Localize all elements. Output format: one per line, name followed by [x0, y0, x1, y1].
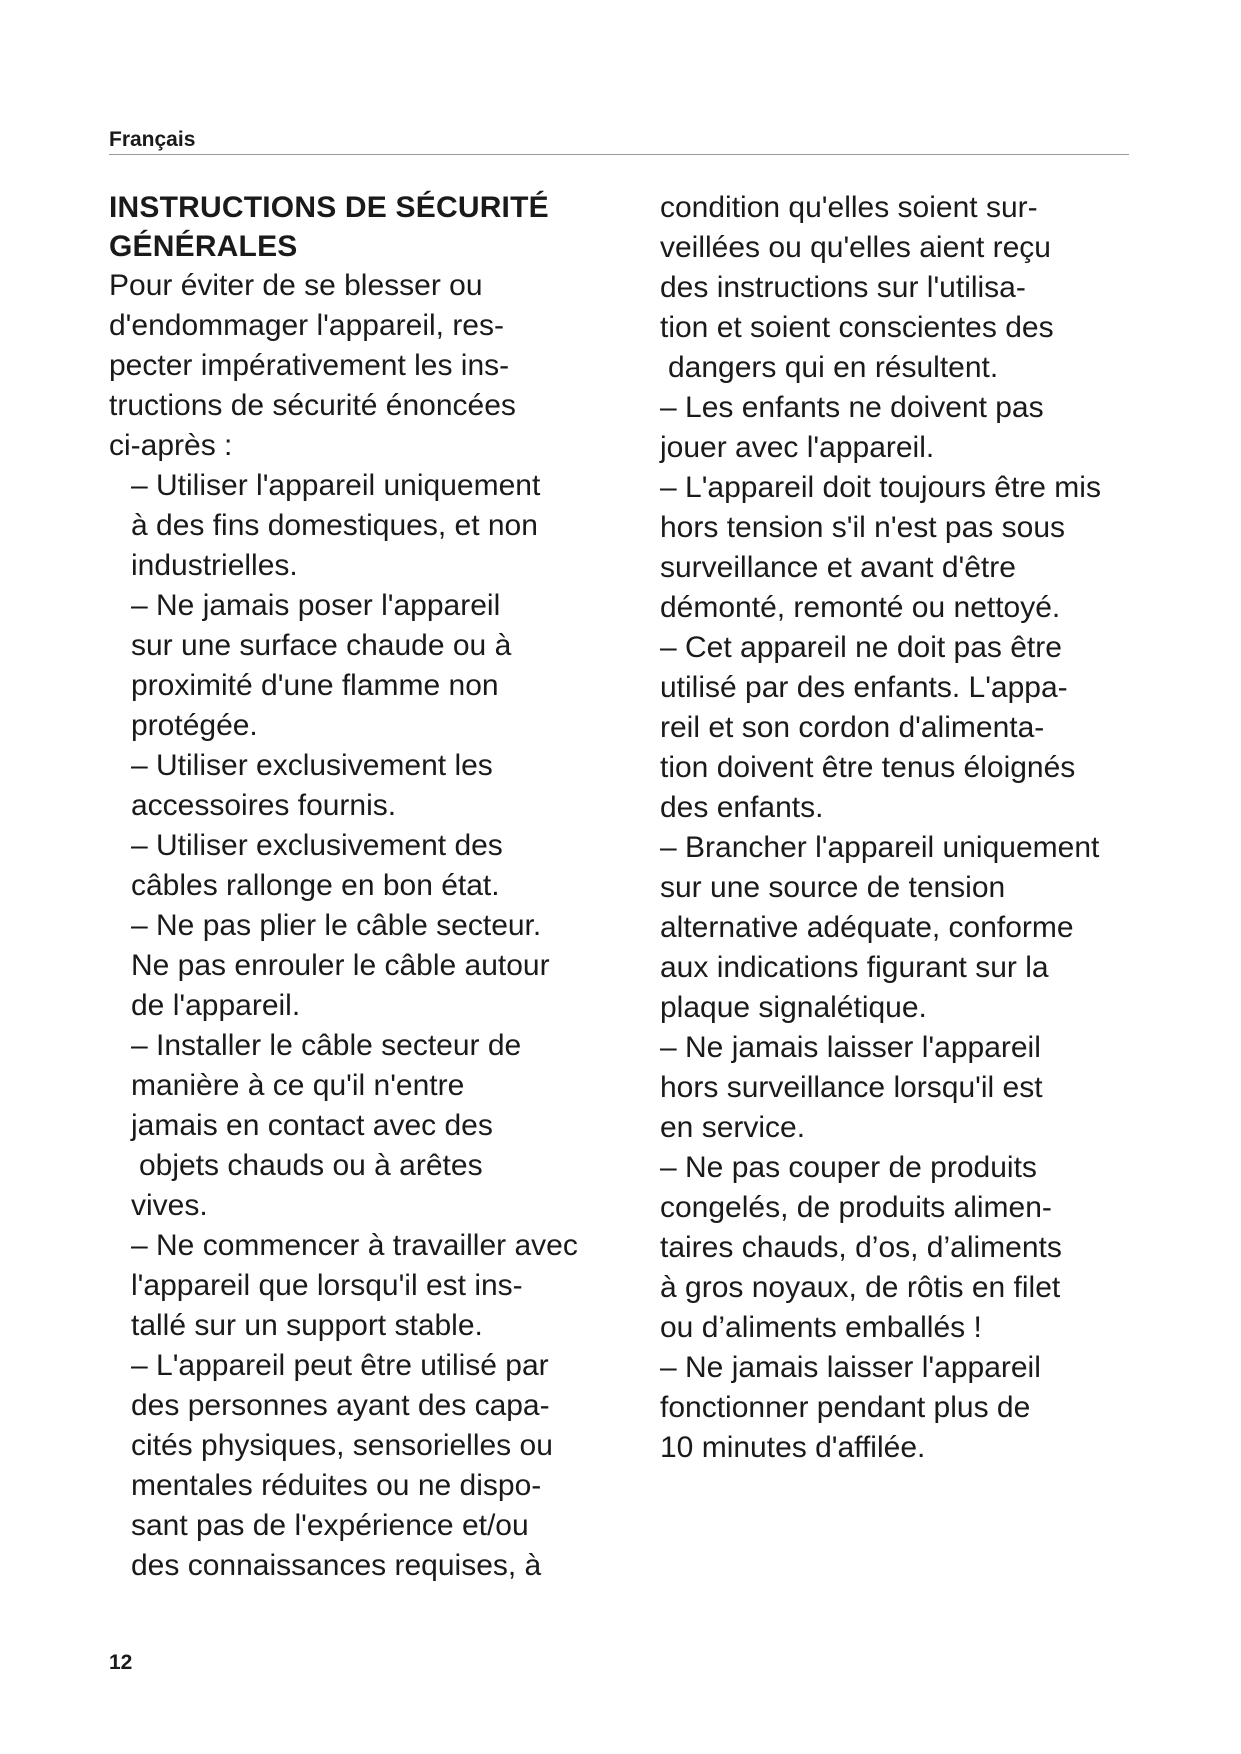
text-line: veillées ou qu'elles aient reçu	[660, 231, 1051, 264]
text-line: hors surveillance lorsqu'il est	[660, 1071, 1043, 1104]
text-line: tion doivent être tenus éloignés	[660, 751, 1076, 784]
text-line: congelés, de produits alimen-	[660, 1191, 1052, 1224]
text-line: l'appareil que lorsqu'il est ins-	[131, 1269, 523, 1302]
text-line: – L'appareil doit toujours être mis	[660, 471, 1101, 504]
text-line: accessoires fournis.	[131, 789, 397, 822]
text-line: sur une surface chaude ou à	[131, 629, 512, 662]
text-line: tructions de sécurité énoncées	[109, 389, 516, 422]
text-line: fonctionner pendant plus de	[660, 1391, 1031, 1424]
text-line: – Les enfants ne doivent pas	[660, 391, 1044, 424]
text-line: d'endommager l'appareil, res-	[109, 309, 504, 342]
text-line: câbles rallonge en bon état.	[131, 869, 500, 902]
safety-item	[660, 1348, 1175, 1468]
text-line: à gros noyaux, de rôtis en filet	[660, 1271, 1061, 1304]
safety-item	[131, 906, 649, 1026]
left-column	[109, 188, 649, 1586]
text-line: des connaissances requises, à	[131, 1549, 542, 1582]
text-line: utilisé par des enfants. L'appa-	[660, 671, 1068, 704]
safety-item	[131, 586, 649, 746]
language-label: Français	[109, 128, 196, 151]
text-line: – Ne jamais laisser l'appareil	[660, 1031, 1041, 1064]
text-line: surveillance et avant d'être	[660, 551, 1016, 584]
safety-item	[660, 628, 1175, 828]
section-title	[109, 188, 649, 266]
text-line: dangers qui en résultent.	[668, 351, 999, 384]
safety-item	[131, 746, 649, 826]
text-line: jamais en contact avec des	[131, 1109, 493, 1142]
text-line: jouer avec l'appareil.	[660, 431, 935, 464]
intro-paragraph	[109, 266, 649, 466]
safety-list-left	[109, 466, 649, 1586]
text-line: plaque signalétique.	[660, 991, 927, 1024]
text-line: taires chauds, d’os, d’aliments	[660, 1231, 1062, 1264]
text-line: – L'appareil peut être utilisé par	[131, 1349, 549, 1382]
text-line: alternative adéquate, conforme	[660, 911, 1074, 944]
safety-item	[660, 1148, 1175, 1348]
text-line: reil et son cordon d'alimenta-	[660, 711, 1045, 744]
text-line: sant pas de l'expérience et/ou	[131, 1509, 529, 1542]
safety-item	[660, 388, 1175, 468]
text-line: – Ne jamais laisser l'appareil	[660, 1351, 1041, 1384]
title-line: GÉNÉRALES	[109, 230, 298, 263]
safety-item	[131, 1026, 649, 1226]
text-line: – Ne pas couper de produits	[660, 1151, 1037, 1184]
text-line: ou d’aliments emballés !	[660, 1311, 982, 1344]
safety-item	[660, 468, 1175, 628]
text-line: – Ne jamais poser l'appareil	[131, 589, 501, 622]
text-line: en service.	[660, 1111, 806, 1144]
text-line: protégée.	[131, 709, 258, 742]
text-line: 10 minutes d'affilée.	[660, 1431, 926, 1464]
safety-item	[131, 466, 649, 586]
text-line: tion et soient conscientes des	[660, 311, 1054, 344]
text-line: sur une source de tension	[660, 871, 1006, 904]
title-line: INSTRUCTIONS DE SÉCURITÉ	[109, 191, 549, 224]
safety-item	[131, 826, 649, 906]
text-line: vives.	[131, 1189, 208, 1222]
text-line: manière à ce qu'il n'entre	[131, 1069, 465, 1102]
text-line: tallé sur un support stable.	[131, 1309, 483, 1342]
text-line: Pour éviter de se blesser ou	[109, 269, 483, 302]
text-line: à des fins domestiques, et non	[131, 509, 538, 542]
text-line: – Installer le câble secteur de	[131, 1029, 522, 1062]
text-line: – Utiliser l'appareil uniquement	[131, 469, 541, 502]
text-line: – Utiliser exclusivement les	[131, 749, 493, 782]
text-line: des personnes ayant des capa-	[131, 1389, 550, 1422]
text-line: proximité d'une flamme non	[131, 669, 499, 702]
safety-item	[131, 1226, 649, 1346]
text-line: démonté, remonté ou nettoyé.	[660, 591, 1061, 624]
page-header	[109, 127, 1129, 155]
text-line: – Cet appareil ne doit pas être	[660, 631, 1062, 664]
text-line: des enfants.	[660, 791, 824, 824]
continued-paragraph	[660, 188, 1175, 388]
text-line: de l'appareil.	[131, 989, 301, 1022]
safety-item	[131, 1346, 649, 1586]
text-line: objets chauds ou à arêtes	[139, 1149, 483, 1182]
text-line: des instructions sur l'utilisa-	[660, 271, 1026, 304]
page-number: 12	[109, 1651, 133, 1674]
text-line: Ne pas enrouler le câble autour	[131, 949, 550, 982]
text-line: ci-après :	[109, 429, 233, 462]
text-line: – Ne commencer à travailler avec	[131, 1229, 578, 1262]
text-line: – Utiliser exclusivement des	[131, 829, 503, 862]
text-line: mentales réduites ou ne dispo-	[131, 1469, 542, 1502]
text-line: aux indications figurant sur la	[660, 951, 1049, 984]
safety-item	[660, 1028, 1175, 1148]
text-line: hors tension s'il n'est pas sous	[660, 511, 1065, 544]
text-line: cités physiques, sensorielles ou	[131, 1429, 553, 1462]
text-line: industrielles.	[131, 549, 298, 582]
text-line: – Brancher l'appareil uniquement	[660, 831, 1100, 864]
safety-item	[660, 828, 1175, 1028]
right-column	[660, 188, 1175, 1468]
text-line: pecter impérativement les ins-	[109, 349, 510, 382]
text-line: – Ne pas plier le câble secteur.	[131, 909, 542, 942]
text-line: condition qu'elles soient sur-	[660, 191, 1038, 224]
